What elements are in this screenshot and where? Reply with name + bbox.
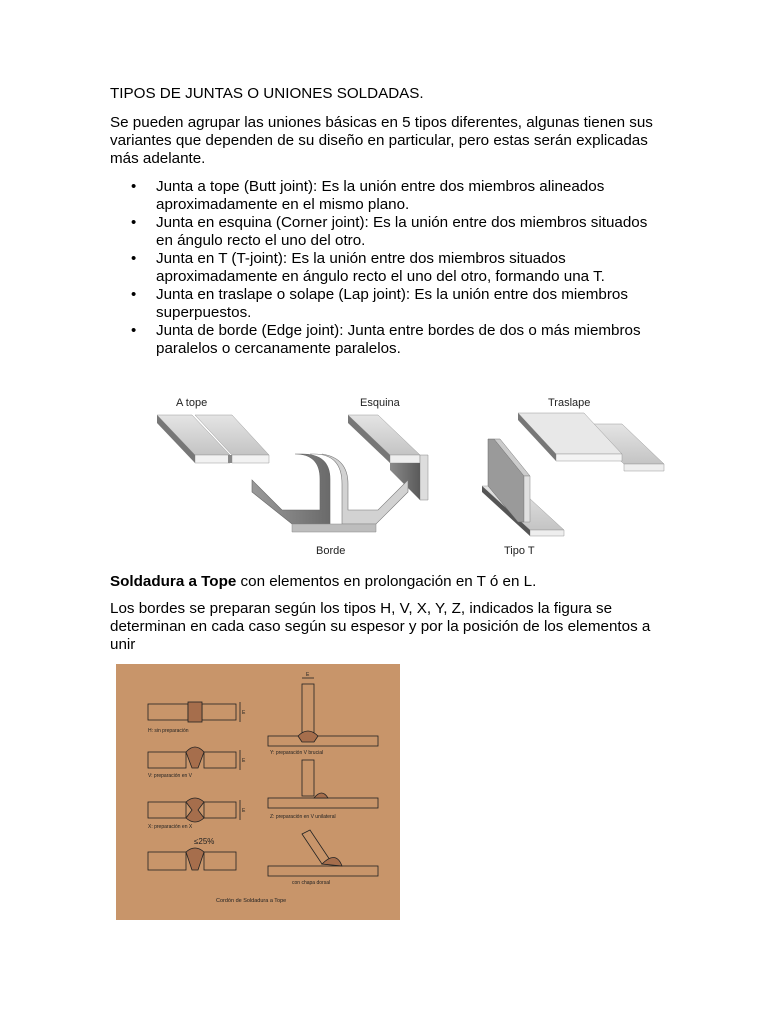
label-e-2: E: [242, 758, 246, 764]
bullet-icon: •: [131, 286, 137, 303]
label-percent: ≤25%: [194, 837, 215, 846]
bullet-icon: •: [131, 178, 137, 195]
bordes-paragraph: Los bordes se preparan según los tipos H, V, X, Y, Z, indicados la figura se determinan en cada caso según su espesor y por la posición de los elementos a unir: [110, 600, 651, 653]
list-item-text: Junta en esquina (Corner joint): Es la unión entre dos miembros situados en ángulo recto el uno del otro.: [156, 214, 648, 249]
lap-joint-drawing: [518, 413, 664, 471]
list-item-text: Junta de borde (Edge joint): Junta entre bordes de dos o más miembros paralelos o cercanamente paralelos.: [156, 322, 641, 357]
list-item-text: Junta a tope (Butt joint): Es la unión entre dos miembros alineados aproximadamente en el mismo plano.: [156, 178, 605, 213]
label-borde: Borde: [316, 545, 346, 557]
joint-types-figure: [152, 384, 667, 560]
label-y: Y: preparación V brucial: [270, 750, 324, 756]
label-e-4: E: [306, 672, 310, 678]
label-e-1: E: [242, 710, 246, 716]
edge-joint-drawing: [252, 454, 408, 532]
butt-weld-figure: [116, 664, 400, 920]
list-item: [110, 214, 650, 250]
list-item: [110, 322, 650, 358]
soldadura-bold: Soldadura a Tope: [110, 573, 237, 590]
label-v: V: preparación en V: [148, 773, 193, 779]
label-z: Z: preparación en V unilateral: [270, 814, 336, 820]
soldadura-paragraph: [110, 573, 655, 591]
bullet-icon: •: [131, 214, 137, 231]
document-heading: TIPOS DE JUNTAS O UNIONES SOLDADAS.: [110, 85, 424, 102]
corner-joint-drawing: [348, 415, 428, 500]
label-tipo-t: Tipo T: [504, 545, 535, 557]
label-e-3: E: [242, 808, 246, 814]
label-h: H: sin preparación: [148, 728, 189, 734]
butt-joint-drawing: [157, 415, 269, 463]
list-item: [110, 250, 650, 286]
figure-caption: Cordón de Soldadura a Tope: [216, 898, 287, 904]
bullet-icon: •: [131, 250, 137, 267]
list-item-text: Junta en traslape o solape (Lap joint): Es la unión entre dos miembros superpuestos.: [156, 286, 628, 321]
figure-background: [116, 664, 400, 920]
list-item: [110, 178, 650, 214]
label-chapa: con chapa dorsal: [292, 880, 331, 886]
label-a-tope: A tope: [176, 397, 208, 409]
label-x: X: preparación en X: [148, 824, 193, 830]
bullet-icon: •: [131, 322, 137, 339]
label-traslape: Traslape: [548, 397, 591, 409]
list-item-text: Junta en T (T-joint): Es la unión entre dos miembros situados aproximadamente en ángulo recto el uno del otro, formando una T.: [156, 250, 605, 285]
label-esquina: Esquina: [360, 397, 400, 409]
list-item: [110, 286, 650, 322]
joint-types-list: [110, 178, 650, 358]
soldadura-rest: con elementos en prolongación en T ó en L.: [236, 573, 537, 590]
intro-paragraph: Se pueden agrupar las uniones básicas en 5 tipos diferentes, algunas tienen sus variantes que dependen de su diseño en particular, pero estas serán explicadas más adelante.: [110, 114, 653, 167]
